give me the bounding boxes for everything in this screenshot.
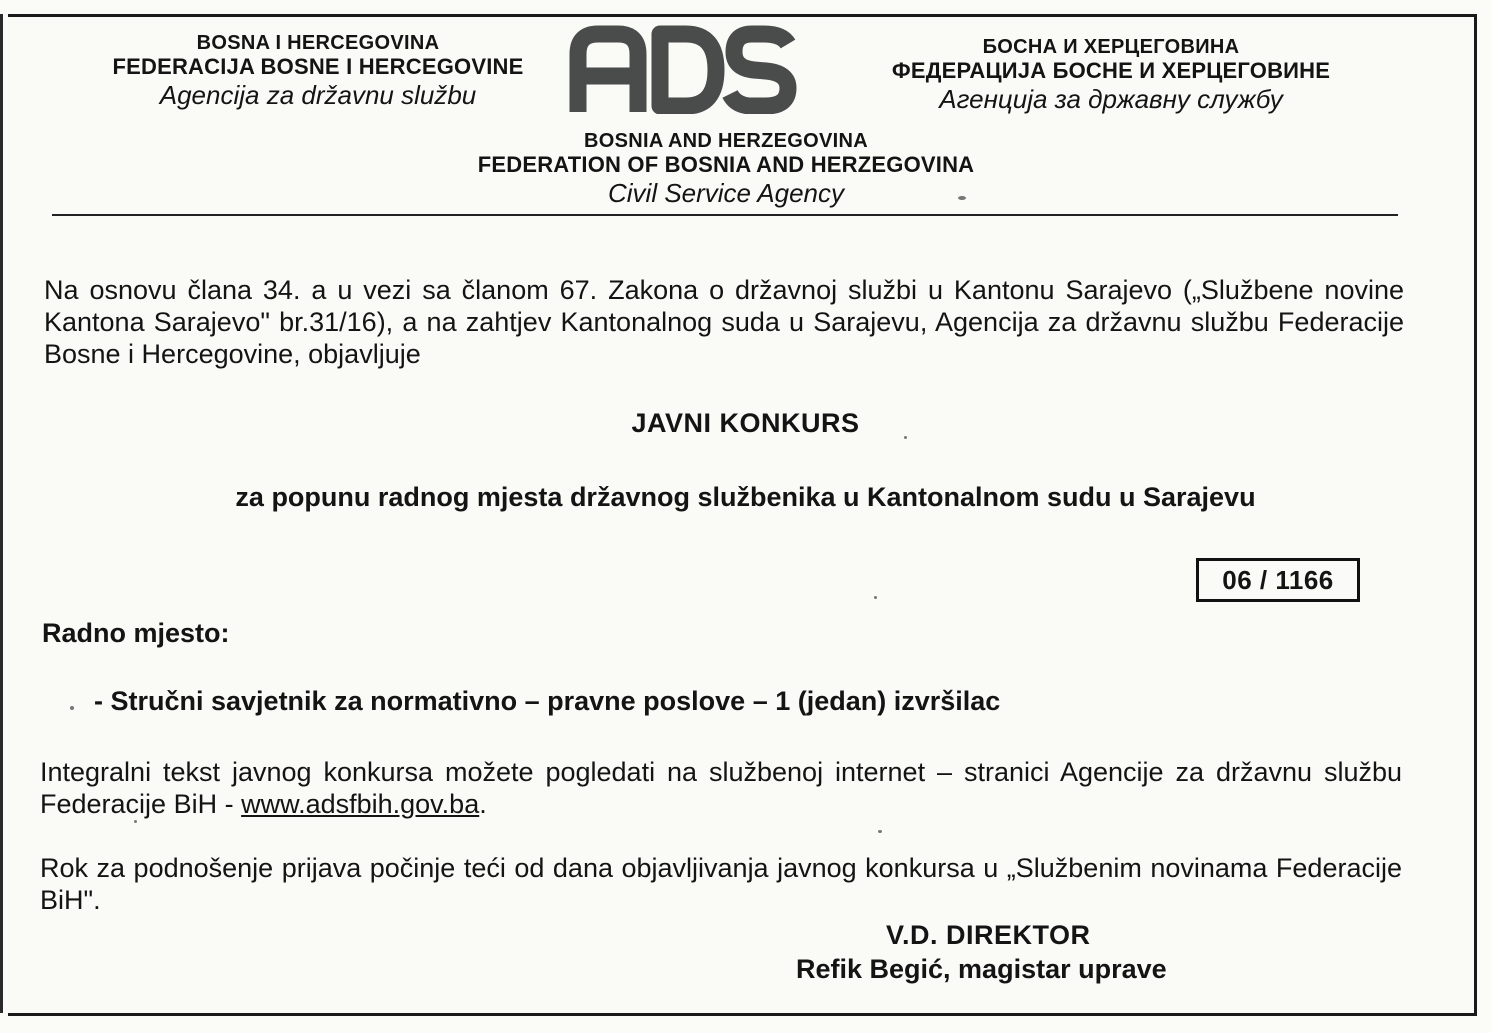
integral-text: Integralni tekst javnog konkursa možete pogledati na službenoj internet – stranici Agencije za državnu službu Federacije BiH - xyxy=(40,757,1402,819)
position-label: Radno mjesto: xyxy=(42,618,230,648)
integral-text-end: . xyxy=(479,789,487,819)
header-latin-federation: FEDERACIJA BOSNE I HERCEGOVINE xyxy=(112,54,524,79)
intro-paragraph: Na osnovu člana 34. a u vezi sa članom 67. Zakona o državnoj službi u Kantonu Sarajevo („Službene novine Kantona Sarajevo" br.31/16), a na zahtjev Kantonalnog suda u Sarajevu, Agencija za državnu službu Federacije Bosne i Hercegovine, objavljuje xyxy=(44,275,1404,369)
header-latin-agency: Agencija za državnu službu xyxy=(159,80,477,110)
header-cyrillic xyxy=(850,36,1372,114)
header-latin xyxy=(72,32,564,110)
ads-logo-text: ADS xyxy=(568,24,571,25)
header-divider xyxy=(52,214,1398,216)
header-english-country: BOSNIA AND HERZEGOVINA xyxy=(583,130,869,152)
agency-website-link[interactable]: www.adsfbih.gov.ba xyxy=(241,789,480,819)
integral-text-paragraph xyxy=(40,756,1402,820)
scan-speck xyxy=(70,706,74,710)
deadline-paragraph: Rok za podnošenje prijava počinje teći od dana objavljivanja javnog konkursa u „Službenim novinama Federacije BiH". xyxy=(40,853,1402,915)
signature-title: V.D. DIREKTOR xyxy=(886,920,1091,950)
header-english xyxy=(420,130,1032,208)
position-item: - Stručni savjetnik za normativno – pravne poslove – 1 (jedan) izvršilac xyxy=(94,686,1001,716)
header-cyrillic-federation: ФЕДЕРАЦИЈА БОСНЕ И ХЕРЦЕГОВИНЕ xyxy=(891,58,1331,83)
signature-name: Refik Begić, magistar uprave xyxy=(796,954,1167,984)
scan-speck xyxy=(904,436,907,439)
reference-code-box: 06 / 1166 xyxy=(1196,558,1360,602)
frame-left-edge xyxy=(0,14,3,1013)
scan-speck xyxy=(134,820,137,823)
ads-logo xyxy=(568,24,800,114)
header-cyrillic-agency: Агенција за државну службу xyxy=(939,84,1283,114)
header-latin-country: BOSNA I HERCEGOVINA xyxy=(196,32,440,54)
scan-speck xyxy=(874,596,877,599)
notice-title: JAVNI KONKURS xyxy=(631,408,860,438)
header-english-federation: FEDERATION OF BOSNIA AND HERZEGOVINA xyxy=(477,152,975,177)
header-cyrillic-country: БОСНА И ХЕРЦЕГОВИНА xyxy=(982,36,1240,58)
scan-speck xyxy=(878,830,882,833)
header-english-agency: Civil Service Agency xyxy=(607,178,844,208)
notice-subtitle: za popunu radnog mjesta državnog službenika u Kantonalnom sudu u Sarajevu xyxy=(235,482,1256,512)
scan-speck xyxy=(958,196,966,200)
